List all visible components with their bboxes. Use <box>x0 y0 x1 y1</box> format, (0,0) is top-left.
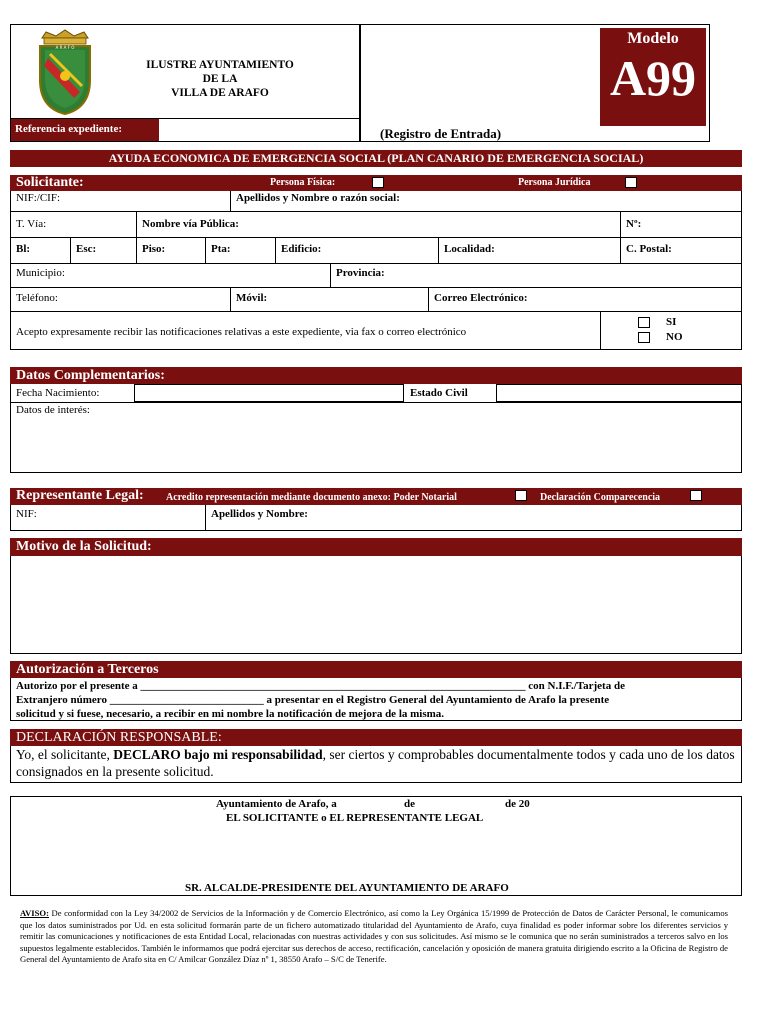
autorizacion-line-2: Extranjero número ____________________________ a presentar en el Registro General del Ayuntamiento de Arafo la presente <box>16 694 610 706</box>
divider <box>205 505 206 531</box>
referencia-label: Referencia expediente: <box>11 119 159 141</box>
municipio-label: Municipio: <box>16 267 65 279</box>
fecha-nacimiento-input[interactable] <box>134 384 404 402</box>
divider <box>10 237 742 238</box>
motivo-heading: Motivo de la Solicitud: <box>10 538 742 556</box>
firma-area[interactable] <box>11 828 741 880</box>
modelo-badge <box>600 28 706 126</box>
acepto-no-checkbox[interactable] <box>638 332 650 343</box>
acepto-si-checkbox[interactable] <box>638 317 650 328</box>
aviso-label: AVISO: <box>20 908 49 918</box>
piso-label: Piso: <box>142 243 166 255</box>
divider <box>10 211 742 212</box>
declaracion-text-post: , ser ciertos y comprobables documentalmente todos y cada uno de los datos consignados en la presente solicitud. <box>16 747 735 779</box>
solicitante-heading: Solicitante: <box>16 175 84 190</box>
registro-label: (Registro de Entrada) <box>380 126 502 141</box>
divider <box>10 311 742 312</box>
autorizacion-text <box>16 679 738 721</box>
divider <box>620 237 621 263</box>
localidad-label: Localidad: <box>444 243 495 255</box>
persona-fisica-checkbox[interactable] <box>372 177 384 188</box>
modelo-code: A99 <box>609 50 697 106</box>
complementarios-heading: Datos Complementarios: <box>10 367 742 384</box>
coat-of-arms-logo <box>30 28 100 118</box>
declaracion-heading: DECLARACIÓN RESPONSABLE: <box>10 729 742 746</box>
persona-juridica-label: Persona Jurídica <box>518 177 591 188</box>
referencia-input[interactable] <box>160 119 359 141</box>
representante-nif-label: NIF: <box>16 508 37 520</box>
divider <box>70 237 71 263</box>
declaracion-comparecencia-label: Declaración Comparecencia <box>540 492 661 503</box>
declaracion-text-pre: Yo, el solicitante, <box>16 747 114 762</box>
org-line-2: DE LA <box>202 73 238 85</box>
org-line-1: ILUSTRE AYUNTAMIENTO <box>146 59 294 71</box>
aviso-body: De conformidad con la Ley 34/2002 de Servicios de la Información y de Comercio Electrónico, así como la Ley Orgánica 15/1999 de Protección de Datos de Carácter Personal, le comunicamos que los datos suministrados por Ud. en esta solicitud formarán parte de un fichero automatizado titularidad del Ayuntamiento de Arafo, cuya finalidad es poder informar sobre los diferentes servicios y remitir las comunicaciones y notificaciones de esta Entidad Local, relacionadas con nuestras actividades y con sus solicitudes. Así mismo se le comunica que no serán suministrados a terceros salvo en los supuestos legalmente establecidos. También le informamos que podrá ejercitar sus derechos de acceso, rectificación, cancelación y oposición de manera gratuita dirigiendo escrito a la Oficina de Registro de General del Ayuntamiento de Arafo sita en C/ Amilcar González Díaz nº 1, 38550 Arafo – S/C de Tenerife. <box>20 908 728 965</box>
estado-civil-input[interactable] <box>496 384 742 402</box>
autorizacion-heading: Autorización a Terceros <box>10 661 742 678</box>
divider <box>10 287 742 288</box>
organization-name <box>110 58 330 100</box>
numero-label: Nº: <box>626 218 642 230</box>
persona-fisica-label: Persona Física: <box>270 177 336 188</box>
movil-label: Móvil: <box>236 292 268 304</box>
poder-notarial-checkbox[interactable] <box>515 490 527 501</box>
codigo-postal-label: C. Postal: <box>626 243 672 255</box>
divider <box>275 237 276 263</box>
firma-lugar: Ayuntamiento de Arafo, a <box>216 798 337 810</box>
poder-notarial-label: Acredito representación mediante documento anexo: Poder Notarial <box>166 492 457 503</box>
bloque-label: Bl: <box>16 243 31 255</box>
divider <box>10 402 742 403</box>
firma-de-2: de 20 <box>505 798 530 810</box>
divider <box>10 263 742 264</box>
representante-heading: Representante Legal: <box>16 488 144 503</box>
representante-apellidos-label: Apellidos y Nombre: <box>211 508 308 520</box>
tipo-via-label: T. Vía: <box>16 218 47 230</box>
datos-interes-label: Datos de interés: <box>16 404 90 416</box>
acepto-no-label: NO <box>666 331 683 343</box>
divider <box>428 287 429 311</box>
nif-input[interactable] <box>80 191 230 209</box>
escalera-label: Esc: <box>76 243 97 255</box>
org-line-3: VILLA DE ARAFO <box>171 87 269 99</box>
apellidos-label: Apellidos y Nombre o razón social: <box>236 192 400 204</box>
persona-juridica-checkbox[interactable] <box>625 177 637 188</box>
firma-solicitante: EL SOLICITANTE o EL REPRESENTANTE LEGAL <box>226 812 484 824</box>
edificio-label: Edificio: <box>281 243 322 255</box>
divider <box>230 191 231 211</box>
divider <box>230 287 231 311</box>
estado-civil-label: Estado Civil <box>410 387 468 399</box>
aviso-text <box>20 908 728 966</box>
nif-label: NIF:/CIF: <box>16 192 61 204</box>
divider <box>136 211 137 237</box>
correo-label: Correo Electrónico: <box>434 292 528 304</box>
autorizacion-line-1: Autorizo por el presente a ______________________________________________________________________ con N.I.F./Tarjeta de <box>16 680 625 692</box>
declaracion-text <box>16 746 740 780</box>
modelo-label: Modelo <box>627 30 679 47</box>
divider <box>438 237 439 263</box>
puerta-label: Pta: <box>211 243 231 255</box>
declaracion-comparecencia-checkbox[interactable] <box>690 490 702 501</box>
firma-de-1: de <box>404 798 415 810</box>
divider <box>136 237 137 263</box>
acepto-si-label: SI <box>666 316 677 328</box>
acepto-notificaciones-label: Acepto expresamente recibir las notificaciones relativas a este expediente, via fax o correo electrónico <box>16 326 467 338</box>
fecha-nacimiento-label: Fecha Nacimiento: <box>16 387 100 399</box>
declaracion-text-bold: DECLARO bajo mi responsabilidad <box>113 747 323 762</box>
svg-text:A R A F O: A R A F O <box>55 45 75 50</box>
provincia-label: Provincia: <box>336 267 385 279</box>
motivo-textarea[interactable] <box>11 556 741 653</box>
form-title: AYUDA ECONOMICA DE EMERGENCIA SOCIAL (PLAN CANARIO DE EMERGENCIA SOCIAL) <box>10 150 742 167</box>
divider <box>600 311 601 350</box>
divider <box>620 211 621 237</box>
telefono-label: Teléfono: <box>16 292 58 304</box>
firma-alcalde: SR. ALCALDE-PRESIDENTE DEL AYUNTAMIENTO DE ARAFO <box>185 882 509 894</box>
divider <box>330 263 331 287</box>
divider <box>205 237 206 263</box>
autorizacion-line-3: solicitud y si fuese, necesario, a recibir en mi nombre la notificación de mejora de la misma. <box>16 708 445 720</box>
nombre-via-label: Nombre vía Pública: <box>142 218 239 230</box>
